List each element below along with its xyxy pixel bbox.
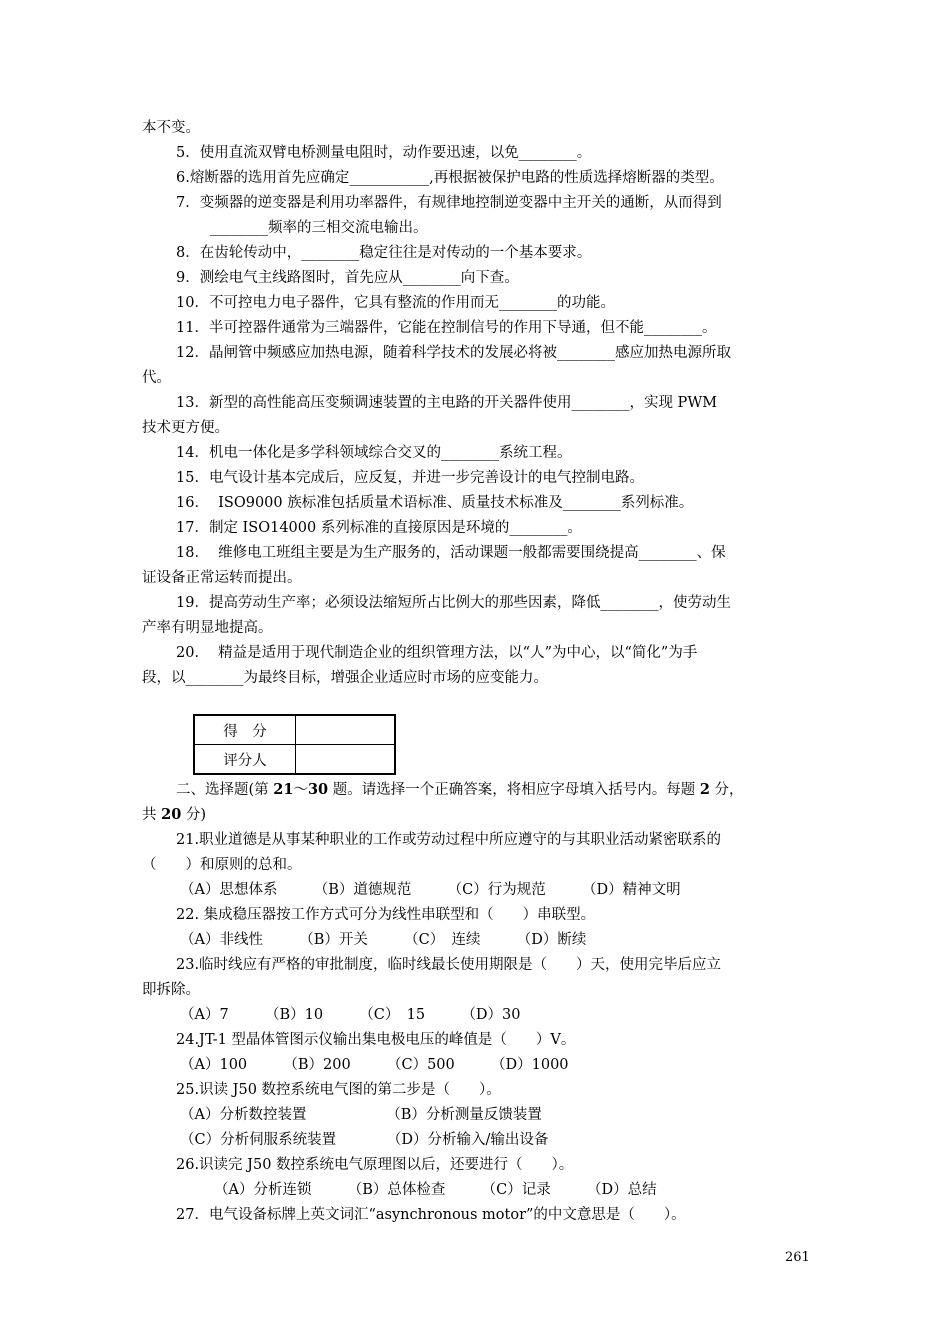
page-number: 261	[785, 1250, 810, 1265]
grader-value-cell	[296, 745, 396, 775]
question-6: 6.熔断器的选用首先应确定___________,再根据被保护电路的性质选择熔断器的类型。	[176, 170, 724, 186]
question-24-options: （A）100 （B）200 （C）500 （D）1000	[180, 1057, 569, 1073]
question-24: 24.JT-1 型晶体管图示仪输出集电极电压的峰值是（ ）V。	[176, 1032, 576, 1048]
heading-part: 共	[142, 807, 162, 823]
heading-part: ～	[293, 782, 308, 798]
text-line: 本不变。	[142, 120, 200, 136]
grader-label: 评分人	[194, 745, 296, 775]
question-11: 11．半可控器件通常为三端器件，它能在控制信号的作用下导通，但不能________。	[176, 320, 717, 336]
question-7: 7．变频器的逆变器是利用功率器件，有规律地控制逆变器中主开关的通断，从而得到	[176, 195, 722, 211]
question-21-cont: （ ）和原则的总和。	[142, 857, 302, 873]
question-9: 9．测绘电气主线路图时，首先应从________向下查。	[176, 270, 519, 286]
question-25-options-a: （A）分析数控装置 （B）分析测量反馈装置	[180, 1107, 542, 1123]
heading-bold: 20	[161, 806, 182, 823]
grader-row	[194, 745, 395, 775]
question-25-options-b: （C）分析伺服系统装置 （D）分析输入/输出设备	[180, 1132, 549, 1148]
question-26-options: （A）分析连锁 （B）总体检查 （C）记录 （D）总结	[214, 1182, 657, 1198]
question-13: 13．新型的高性能高压变频调速装置的主电路的开关器件使用________，实现 PWM	[176, 395, 718, 411]
question-22-options: （A）非线性 （B）开关 （C） 连续 （D）断续	[180, 932, 587, 948]
heading-part: 二、选择题(第	[176, 782, 274, 798]
question-23-options: （A）7 （B）10 （C） 15 （D）30	[180, 1007, 521, 1023]
score-table	[193, 714, 396, 775]
question-27: 27．电气设备标牌上英文词汇“asynchronous motor”的中文意思是（ ）。	[176, 1207, 686, 1223]
score-row	[194, 715, 395, 745]
question-26: 26.识读完 J50 数控系统电气原理图以后，还要进行（ ）。	[176, 1157, 574, 1173]
heading-bold: 30	[307, 781, 329, 798]
heading-part: 分)	[181, 807, 207, 823]
question-17: 17．制定 ISO14000 系列标准的直接原因是环境的________。	[176, 520, 582, 536]
question-22: 22. 集成稳压器按工作方式可分为线性串联型和（ ）串联型。	[176, 907, 596, 923]
question-12: 12．晶闸管中频感应加热电源，随着科学技术的发展必将被________感应加热电源所取	[176, 345, 731, 361]
score-label: 得 分	[194, 715, 296, 745]
question-19: 19．提高劳动生产率；必须设法缩短所占比例大的那些因素，降低________，使劳动生	[176, 595, 731, 611]
question-5: 5．使用直流双臂电桥测量电阻时，动作要迅速，以免________。	[176, 145, 592, 161]
heading-part: 分，	[709, 782, 744, 798]
question-7-cont: ________频率的三相交流电输出。	[210, 220, 428, 236]
question-21-options: （A）思想体系 （B）道德规范 （C）行为规范 （D）精神文明	[180, 882, 681, 898]
question-13-cont: 技术更方便。	[142, 420, 229, 436]
question-21: 21.职业道德是从事某种职业的工作或劳动过程中所应遵守的与其职业活动紧密联系的	[176, 832, 722, 848]
question-25: 25.识读 J50 数控系统电气图的第二步是（ ）。	[176, 1082, 501, 1098]
question-18: 18． 维修电工班组主要是为生产服务的，活动课题一般都需要围绕提高________、保	[176, 545, 726, 561]
question-10: 10．不可控电力电子器件，它具有整流的作用而无________的功能。	[176, 295, 615, 311]
question-12-cont: 代。	[142, 370, 171, 386]
question-15: 15．电气设计基本完成后，应反复，并进一步完善设计的电气控制电路。	[176, 470, 644, 486]
question-23-cont: 即拆除。	[142, 982, 200, 998]
question-19-cont: 产率有明显地提高。	[142, 620, 273, 636]
score-value-cell	[296, 715, 396, 745]
question-16: 16． ISO9000 族标准包括质量术语标准、质量技术标准及________系列标准。	[176, 495, 694, 511]
question-20-cont: 段，以________为最终目标，增强企业适应时市场的应变能力。	[142, 670, 548, 686]
question-8: 8．在齿轮传动中，________稳定往往是对传动的一个基本要求。	[176, 245, 592, 261]
question-20: 20． 精益是适用于现代制造企业的组织管理方法，以“人”为中心，以“简化”为手	[176, 645, 698, 661]
heading-bold: 2	[699, 781, 710, 798]
heading-part: 题。请选择一个正确答案，将相应字母填入括号内。每题	[328, 782, 700, 798]
question-23: 23.临时线应有严格的审批制度，临时线最长使用期限是（ ）天，使用完毕后应立	[176, 957, 722, 973]
section-2-heading	[176, 780, 744, 800]
heading-bold: 21	[273, 781, 294, 798]
question-14: 14．机电一体化是多学科领域综合交叉的________系统工程。	[176, 445, 572, 461]
section-2-heading-cont	[142, 805, 206, 825]
question-18-cont: 证设备正常运转而提出。	[142, 570, 302, 586]
